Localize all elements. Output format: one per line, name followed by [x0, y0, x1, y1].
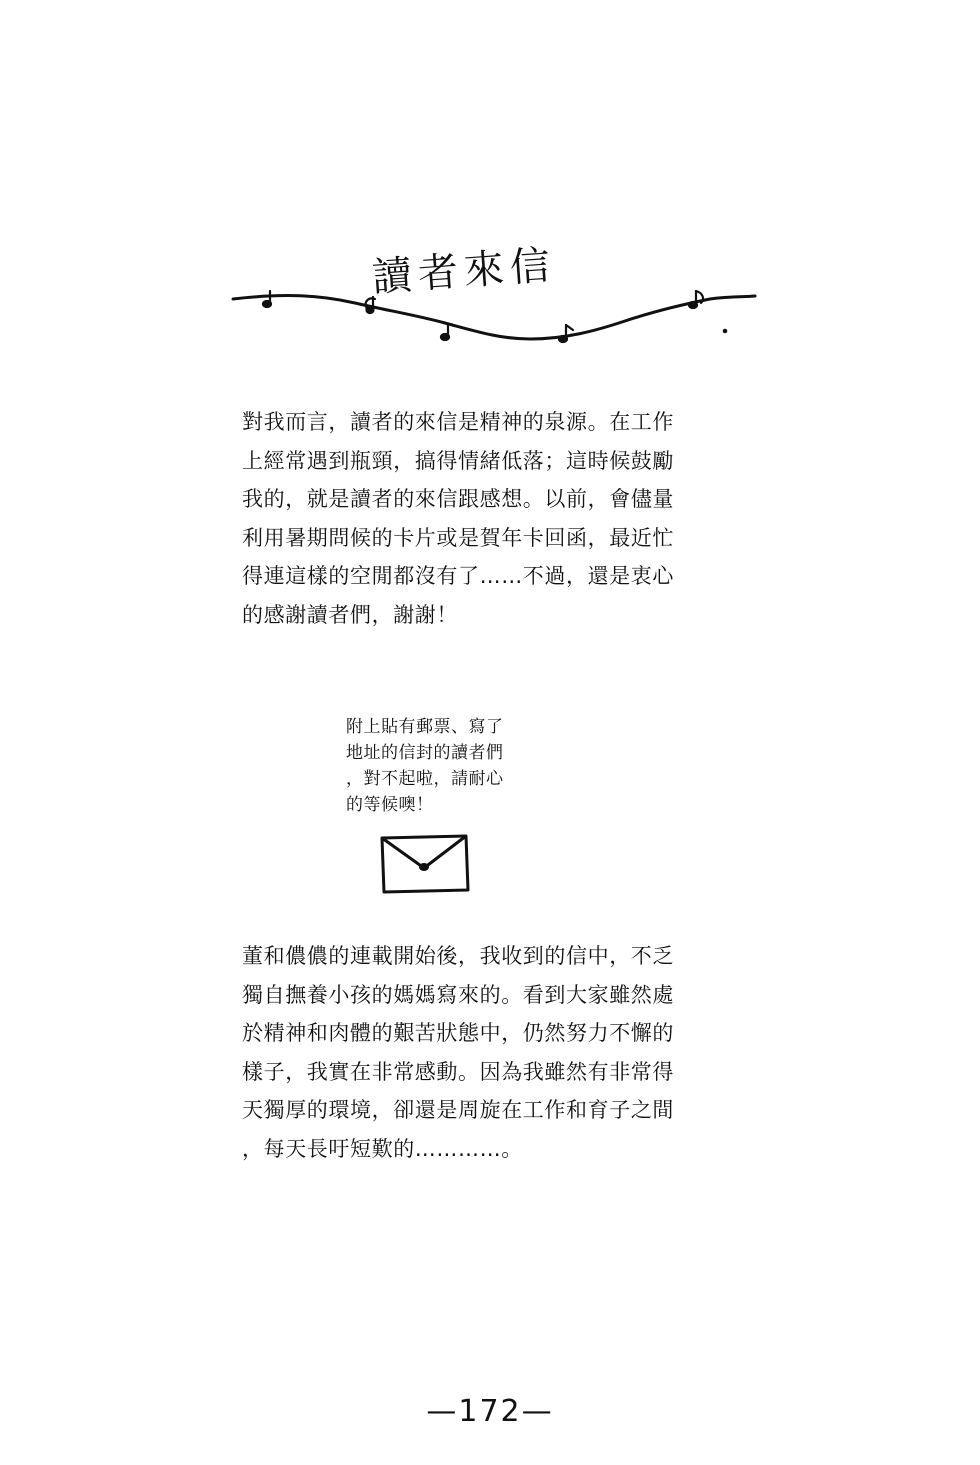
page-title: 讀者來信 [370, 242, 558, 301]
paragraph-line: ，每天長吁短歎的…………。 [242, 1136, 523, 1161]
paragraph-line: 對我而言，讀者的來信是精神的泉源。在工作 [242, 410, 674, 434]
paragraph-line: 的感謝讀者們，謝謝！ [242, 602, 458, 627]
paragraph-line: 上經常遇到瓶頸，搞得情緒低落；這時候鼓勵 [242, 448, 674, 473]
paragraph-line: 我的，就是讀者的來信跟感想。以前，會儘量 [242, 487, 674, 511]
paragraph-line: 利用暑期問候的卡片或是賀年卡回函，最近忙 [242, 525, 674, 550]
paragraph-line: 董和儂儂的連載開始後，我收到的信中，不乏 [242, 944, 674, 968]
side-note [346, 714, 566, 818]
note-line: 的等候噢！ [346, 795, 434, 815]
paragraph-line: 樣子，我實在非常感動。因為我雖然有非常得 [242, 1059, 674, 1084]
envelope-icon [376, 828, 472, 898]
paragraph-line: 天獨厚的環境，卻還是周旋在工作和育子之間 [242, 1098, 674, 1122]
page-number: —172— [426, 1394, 554, 1429]
paragraph-line: 得連這樣的空閒都沒有了……不過，還是衷心 [242, 564, 674, 588]
paragraph-2 [242, 937, 762, 1168]
paragraph-line: 於精神和肉體的艱苦狀態中，仍然努力不懈的 [242, 1021, 674, 1045]
note-line: 地址的信封的讀者們 [346, 743, 504, 763]
note-line: ，對不起啦，請耐心 [346, 769, 504, 789]
note-line: 附上貼有郵票、寫了 [346, 717, 504, 737]
paragraph-line: 獨自撫養小孩的媽媽寫來的。看到大家雖然處 [242, 982, 674, 1007]
paragraph-1 [242, 403, 762, 634]
